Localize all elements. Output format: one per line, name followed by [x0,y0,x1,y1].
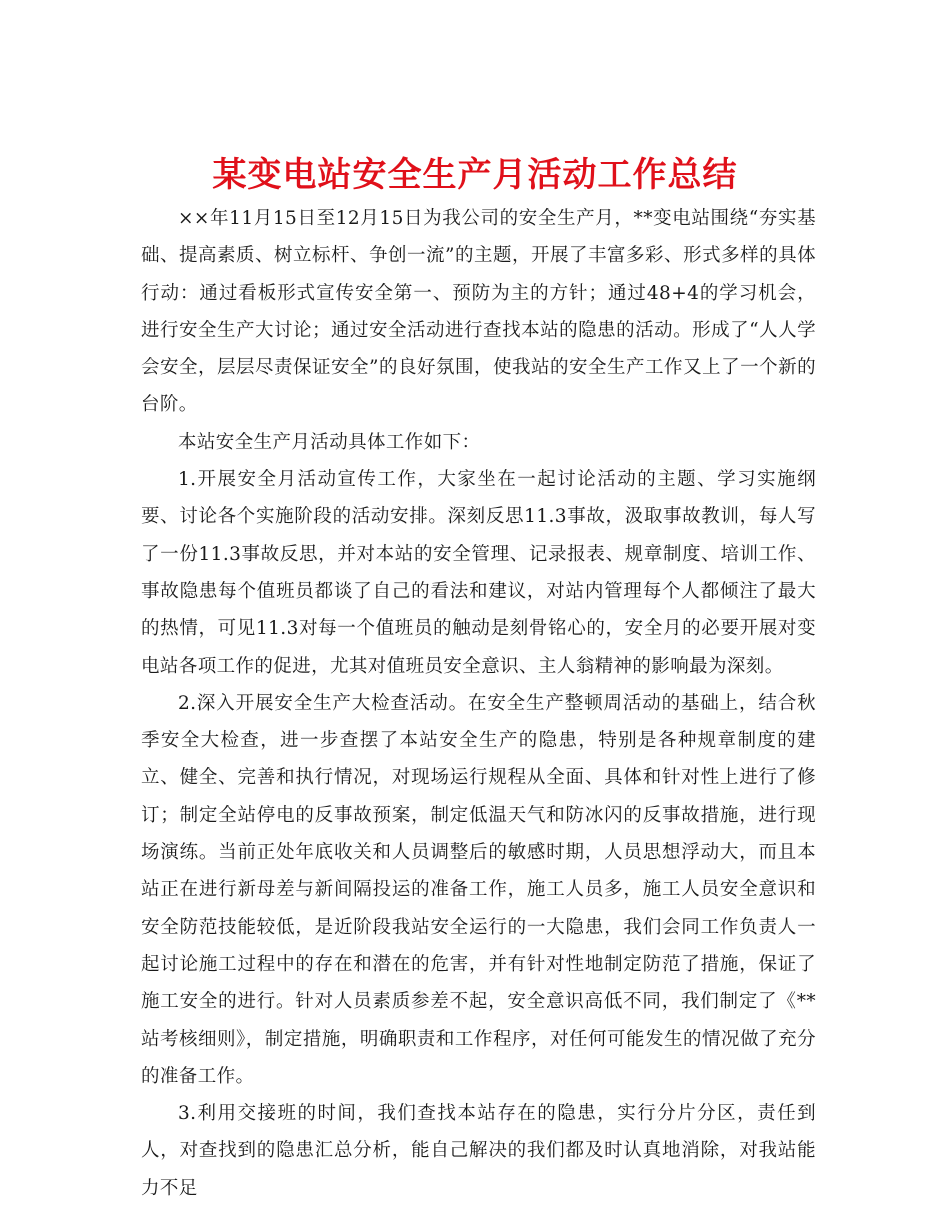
intro-paragraph: ××年11月15日至12月15日为我公司的安全生产月，**变电站围绕“夯实基础、提高素质、树立标杆、争创一流”的主题，开展了丰富多彩、形式多样的具体行动：通过看板形式宣传安全第一、预防为主的方针；通过48+4的学习机会，进行安全生产大讨论；通过安全活动进行查找本站的隐患的活动。形成了“人人学会安全，层层尽责保证安全”的良好氛围，使我站的安全生产工作又上了一个新的台阶。 [141,208,816,416]
item-3-paragraph: 3.利用交接班的时间，我们查找本站存在的隐患，实行分片分区，责任到人，对查找到的隐患汇总分析，能自己解决的我们都及时认真地消除，对我站能力不足 [141,1103,816,1199]
document-title: 某变电站安全生产月活动工作总结 [212,154,738,195]
item-2-paragraph: 2.深入开展安全生产大检查活动。在安全生产整顿周活动的基础上，结合秋季安全大检查，进一步查摆了本站安全生产的隐患，特别是各种规章制度的建立、健全、完善和执行情况，对现场运行规程从全面、具体和针对性上进行了修订；制定全站停电的反事故预案，制定低温天气和防冰闪的反事故措施，进行现场演练。当前正处年底收关和人员调整后的敏感时期，人员思想浮动大，而且本站正在进行新母差与新间隔投运的准备工作，施工人员多，施工人员安全意识和安全防范技能较低，是近阶段我站安全运行的一大隐患，我们会同工作负责人一起讨论施工过程中的存在和潜在的危害，并有针对性地制定防范了措施，保证了施工安全的进行。针对人员素质参差不起，安全意识高低不同，我们制定了《**站考核细则》，制定措施，明确职责和工作程序，对任何可能发生的情况做了充分的准备工作。 [141,692,816,1087]
section-lead-paragraph: 本站安全生产月活动具体工作如下： [178,431,481,453]
item-1-paragraph: 1.开展安全月活动宣传工作，大家坐在一起讨论活动的主题、学习实施纲要、讨论各个实施阶段的活动安排。深刻反思11.3事故，汲取事故教训，每人写了一份11.3事故反思，并对本站的安全管理、记录报表、规章制度、培训工作、事故隐患每个值班员都谈了自己的看法和建议，对站内管理每个人都倾注了最大的热情，可见11.3对每一个值班员的触动是刻骨铭心的，安全月的必要开展对变电站各项工作的促进，尤其对值班员安全意识、主人翁精神的影响最为深刻。 [141,469,816,677]
document-body [141,200,816,1207]
